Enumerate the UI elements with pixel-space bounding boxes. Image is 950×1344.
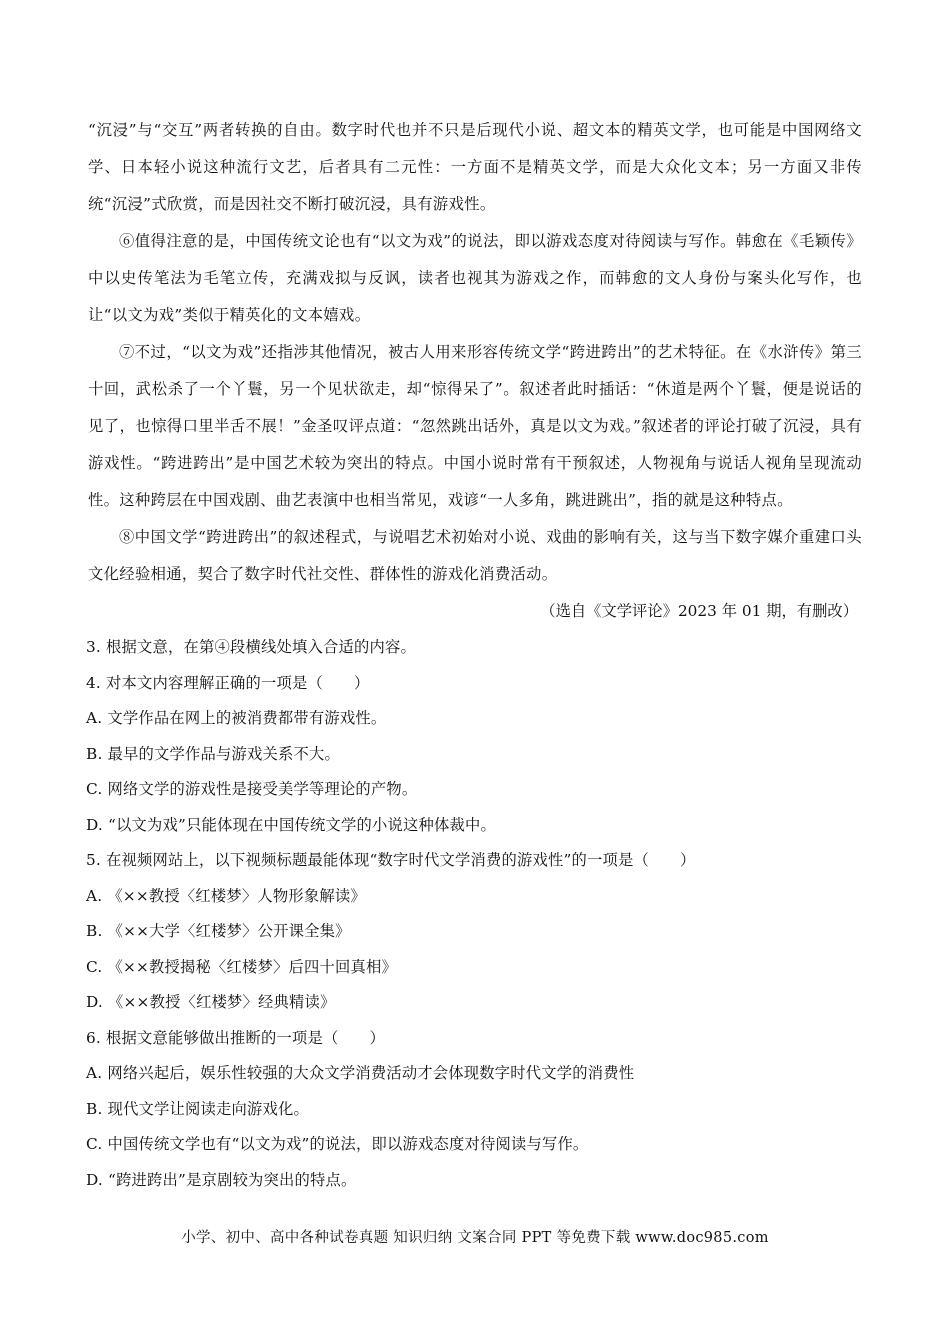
question-3: 3. 根据文意，在第④段横线处填入合适的内容。: [86, 638, 416, 656]
question-list: [86, 630, 862, 1198]
question-4-option-c: C. 网络文学的游戏性是接受美学等理论的产物。: [86, 780, 418, 798]
question-5-option-a: A. 《××教授〈红楼梦〉人物形象解读》: [86, 886, 366, 905]
question-6-option-a: A. 网络兴起后，娱乐性较强的大众文学消费活动才会体现数字时代文学的消费性: [86, 1064, 635, 1082]
question-4-option-d: D. “以文为戏”只能体现在中国传统文学的小说这种体裁中。: [86, 815, 497, 834]
question-6-option-b: B. 现代文学让阅读走向游戏化。: [86, 1099, 310, 1118]
question-4-option-a: A. 文学作品在网上的被消费都带有游戏性。: [86, 709, 387, 727]
question-5-option-b: B. 《××大学〈红楼梦〉公开课全集》: [86, 922, 351, 940]
paragraph-7: ⑦不过，“以文为戏”还指涉其他情况，被古人用来形容传统文学“跨进跨出”的艺术特征。在《水浒传》第三十回，武松杀了一个丫鬟，另一个见状欲走，却“惊得呆了”。叙述者此时插话：“休道是两个丫鬟，便是说话的见了，也惊得口里半舌不展！”金圣叹评点道：“忽然跳出话外，真是以文为戏。”叙述者的评论打破了沉浸，具有游戏性。“跨进跨出”是中国艺术较为突出的特点。中国小说时常有干预叙述，人物视角与说话人视角呈现流动性。这种跨层在中国戏剧、曲艺表演中也相当常见，戏谚“一人多角，跳进跳出”，指的就是这种特点。: [88, 343, 862, 509]
question-6-option-c: C. 中国传统文学也有“以文为戏”的说法，即以游戏态度对待阅读与写作。: [86, 1135, 589, 1153]
question-5-option-c: C. 《××教授揭秘〈红楼梦〉后四十回真相》: [86, 957, 397, 976]
question-5: 5. 在视频网站上，以下视频标题最能体现“数字时代文学消费的游戏性”的一项是（ ）: [86, 851, 696, 869]
question-4: 4. 对本文内容理解正确的一项是（ ）: [86, 673, 370, 692]
page-footer: 小学、初中、高中各种试卷真题 知识归纳 文案合同 PPT 等免费下载 www.doc985.com: [181, 1230, 769, 1246]
source-citation: （选自《文学评论》2023 年 01 期，有删改）: [540, 602, 858, 620]
question-6-option-d: D. “跨进跨出”是京剧较为突出的特点。: [86, 1170, 357, 1189]
paragraph-8: ⑧中国文学“跨进跨出”的叙述程式，与说唱艺术初始对小说、戏曲的影响有关，这与当下数字媒介重建口头文化经验相通，契合了数字时代社交性、群体性的游戏化消费活动。: [88, 528, 862, 583]
paragraph-6: ⑥值得注意的是，中国传统文论也有“以文为戏”的说法，即以游戏态度对待阅读与写作。韩愈在《毛颖传》中以史传笔法为毛笔立传，充满戏拟与反讽，读者也视其为游戏之作，而韩愈的文人身份与案头化写作，也让“以文为戏”类似于精英化的文本嬉戏。: [88, 232, 862, 324]
document-body: [88, 112, 862, 1198]
question-5-option-d: D. 《××教授〈红楼梦〉经典精读》: [86, 993, 336, 1011]
question-4-option-b: B. 最早的文学作品与游戏关系不大。: [86, 744, 341, 763]
question-6: 6. 根据文意能够做出推断的一项是（ ）: [86, 1028, 386, 1047]
paragraph-5-continued: “沉浸”与“交互”两者转换的自由。数字时代也并不只是后现代小说、超文本的精英文学，也可能是中国网络文学、日本轻小说这种流行文艺，后者具有二元性：一方面不是精英文学，而是大众化文本；另一方面又非传统“沉浸”式欣赏，而是因社交不断打破沉浸，具有游戏性。: [88, 121, 862, 213]
